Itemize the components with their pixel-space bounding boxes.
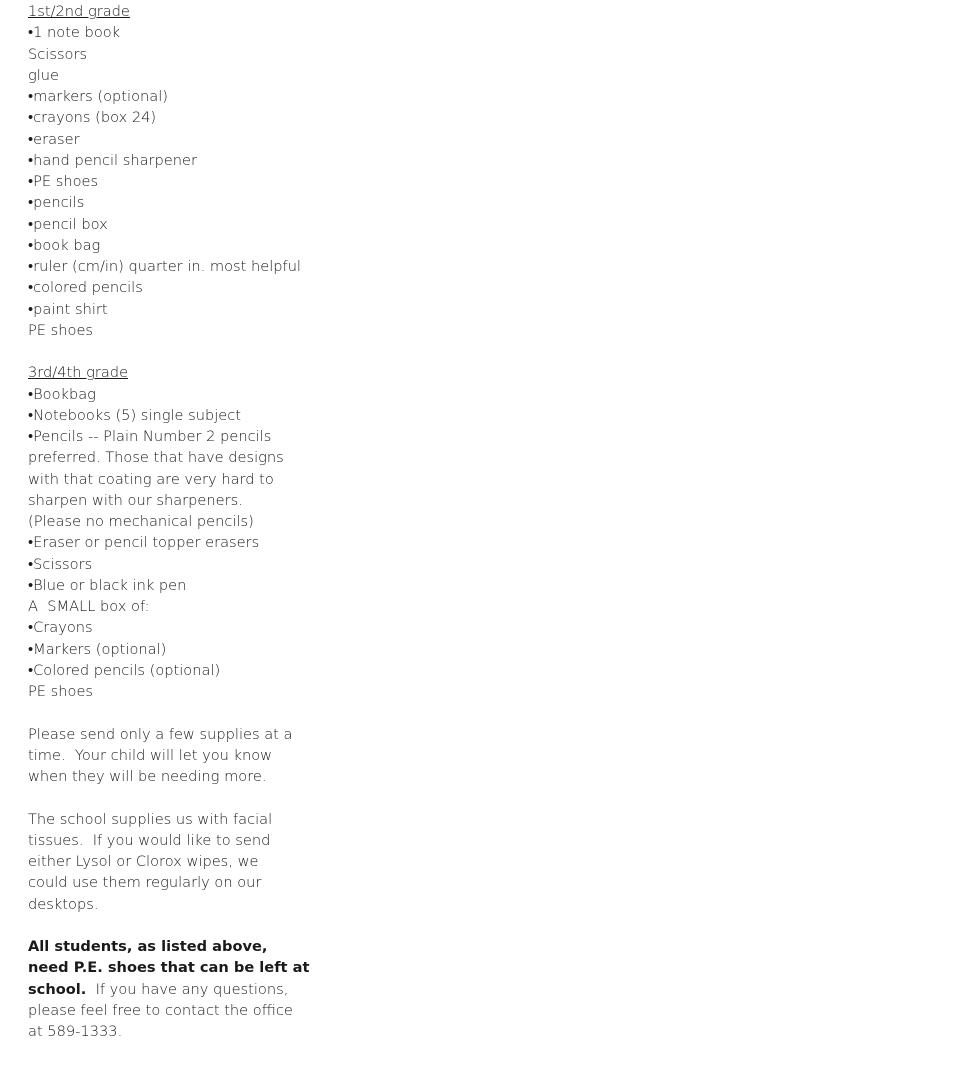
closing-bold-line: need P.E. shoes that can be left at: [28, 959, 310, 977]
list-item: preferred. Those that have designs: [28, 449, 284, 467]
list-item: Scissors: [28, 45, 88, 63]
note-paragraph-line: tissues. If you would like to send: [28, 831, 271, 849]
list-item: •hand pencil sharpener: [28, 151, 197, 169]
list-item: •Colored pencils (optional): [28, 661, 221, 679]
list-item: •colored pencils: [28, 279, 143, 297]
list-item: •1 note book: [28, 24, 121, 42]
list-item: •Eraser or pencil topper erasers: [28, 534, 260, 552]
list-item: •Crayons: [28, 619, 93, 637]
note-paragraph-line: could use them regularly on our: [28, 874, 262, 892]
closing-line: [28, 979, 328, 1000]
office-phone-line: at 589-1333.: [28, 1023, 123, 1040]
closing-line: please feel free to contact the office: [28, 1001, 293, 1019]
list-item: •ruler (cm/in) quarter in. most helpful: [28, 258, 301, 275]
list-item: •paint shirt: [28, 300, 108, 318]
list-item: •book bag: [28, 236, 101, 254]
note-paragraph-line: Please send only a few supplies at a: [28, 725, 293, 743]
list-item: (Please no mechanical pencils): [28, 513, 254, 530]
note-paragraph-line: The school supplies us with facial: [28, 810, 273, 828]
note-paragraph-line: time. Your child will let you know: [28, 746, 273, 764]
list-item: •Markers (optional): [28, 640, 167, 658]
spacer: [28, 915, 328, 936]
list-item: •Bookbag: [28, 385, 96, 403]
list-item: •PE shoes: [28, 173, 99, 190]
list-item: sharpen with our sharpeners.: [28, 491, 243, 509]
list-item: •crayons (box 24): [28, 109, 157, 127]
list-item: •pencils: [28, 194, 85, 212]
grade-1-2-heading: 1st/2nd grade: [28, 3, 130, 20]
list-item: •Blue or black ink pen: [28, 576, 187, 594]
list-item: •Pencils -- Plain Number 2 pencils: [28, 428, 272, 445]
list-item: •Notebooks (5) single subject: [28, 406, 242, 424]
spacer: [28, 702, 328, 723]
list-item: glue: [28, 66, 60, 84]
list-item: •eraser: [28, 130, 80, 148]
spacer: [28, 787, 328, 808]
closing-text: If you have any questions,: [86, 980, 289, 998]
list-item: A SMALL box of:: [28, 598, 150, 615]
closing-bold-text: school.: [28, 980, 87, 998]
closing-bold-line: All students, as listed above,: [28, 938, 268, 955]
list-item: •markers (optional): [28, 88, 168, 105]
list-item: PE shoes: [28, 321, 94, 339]
grade-3-4-heading: 3rd/4th grade: [28, 364, 129, 382]
list-item: •Scissors: [28, 555, 93, 573]
list-item: •pencil box: [28, 215, 108, 233]
supply-list-document: [28, 1, 328, 1042]
spacer: [28, 341, 328, 362]
list-item: with that coating are very hard to: [28, 470, 274, 488]
note-paragraph-line: desktops.: [28, 895, 99, 913]
note-paragraph-line: either Lysol or Clorox wipes, we: [28, 853, 259, 870]
note-paragraph-line: when they will be needing more.: [28, 768, 267, 785]
list-item: PE shoes: [28, 683, 94, 700]
